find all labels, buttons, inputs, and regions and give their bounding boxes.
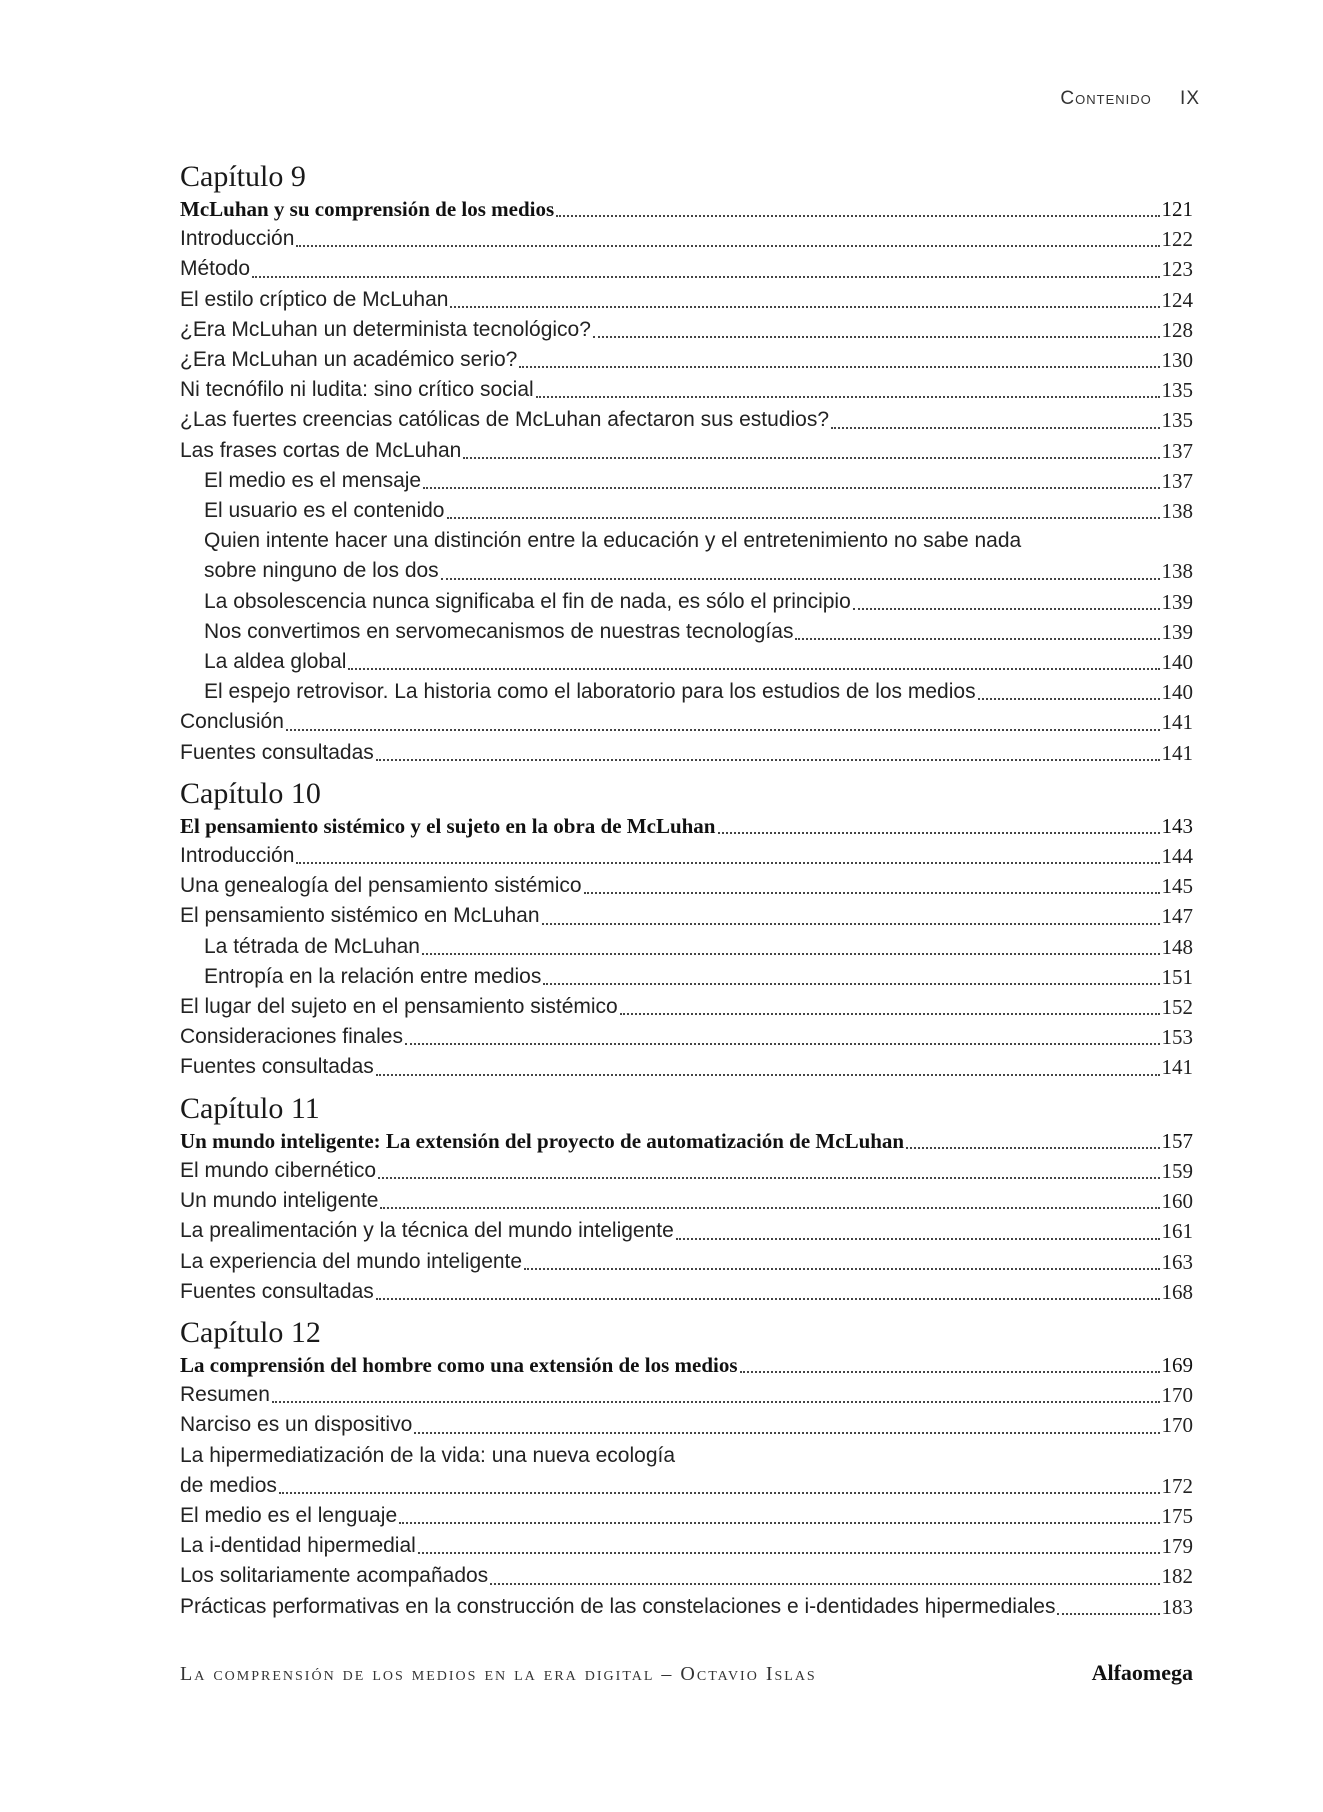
chapter-section [180, 777, 1193, 1083]
toc-entry[interactable] [180, 1561, 1193, 1591]
toc-entry[interactable] [180, 194, 1193, 224]
dot-leader [593, 336, 1160, 338]
toc-entry-label: La hipermediatización de la vida: una nueva ecología [180, 1443, 676, 1467]
toc-entry-label: Fuentes consultadas [180, 1055, 374, 1079]
dot-leader [676, 1238, 1160, 1240]
toc-entry-label: El estilo críptico de McLuhan [180, 287, 449, 311]
dot-leader [279, 1492, 1160, 1494]
dot-leader [831, 427, 1159, 429]
toc-entry-label: Narciso es un dispositivo [180, 1413, 413, 1437]
toc-entry[interactable] [180, 647, 1193, 677]
toc-entry-page: 124 [1161, 287, 1193, 312]
toc-entry-label: Los solitariamente acompañados [180, 1564, 489, 1588]
toc-entry-page: 141 [1161, 740, 1193, 765]
toc-entry[interactable] [180, 1277, 1193, 1307]
dot-leader [380, 1207, 1159, 1209]
chapter-section [180, 1316, 1193, 1622]
toc-entry-page: 138 [1161, 499, 1193, 524]
chapter-title: Capítulo 10 [180, 776, 321, 810]
toc-entry-label: Introducción [180, 844, 295, 868]
dot-leader [376, 1298, 1160, 1300]
toc-entry-label: Conclusión [180, 710, 284, 734]
toc-entry-page: 139 [1161, 589, 1193, 614]
toc-entry-label: Consideraciones finales [180, 1025, 403, 1049]
toc-entry[interactable] [180, 617, 1193, 647]
toc-entry[interactable] [180, 496, 1193, 526]
toc-entry-page: 143 [1161, 813, 1193, 838]
toc-entry[interactable] [180, 526, 1193, 556]
toc-entry[interactable] [180, 1471, 1193, 1501]
footer-publisher: Alfaomega [1091, 1660, 1193, 1685]
running-head [1060, 88, 1200, 110]
dot-leader [906, 1147, 1159, 1149]
toc-entry[interactable] [180, 1501, 1193, 1531]
toc-entry-page: 144 [1161, 844, 1193, 869]
dot-leader [378, 1177, 1159, 1179]
toc-entry[interactable] [180, 315, 1193, 345]
chapter-section [180, 1092, 1193, 1307]
toc-entry-label: Prácticas performativas en la construcción de las constelaciones e i-dentidades hipermediales [180, 1594, 1056, 1618]
toc-entry-page: 140 [1161, 650, 1193, 675]
toc-entry[interactable] [180, 1350, 1193, 1380]
toc-entry-label: El usuario es el contenido [204, 499, 445, 523]
toc-entry[interactable] [180, 677, 1193, 707]
toc-entry-page: 160 [1161, 1189, 1193, 1214]
dot-leader [450, 306, 1159, 308]
toc-entry[interactable] [180, 436, 1193, 466]
toc-entry-label: Un mundo inteligente [180, 1189, 379, 1213]
footer-book-title: La comprensión de los medios en la era digital – Octavio Islas [180, 1663, 817, 1685]
dot-leader [405, 1043, 1160, 1045]
toc-entry-page: 147 [1161, 904, 1193, 929]
toc-entry-label: El pensamiento sistémico y el sujeto en la obra de McLuhan [180, 813, 716, 838]
toc-entry[interactable] [180, 811, 1193, 841]
toc-entry-page: 182 [1161, 1564, 1193, 1589]
toc-entry-label: Fuentes consultadas [180, 1279, 374, 1303]
toc-entry[interactable] [180, 1186, 1193, 1216]
toc-entry-page: 122 [1161, 227, 1193, 252]
dot-leader [296, 862, 1159, 864]
toc-entry[interactable] [180, 738, 1193, 768]
toc-entry-label: sobre ninguno de los dos [204, 559, 439, 583]
dot-leader [376, 759, 1160, 761]
dot-leader [542, 923, 1160, 925]
toc-entry-label: Las frases cortas de McLuhan [180, 438, 462, 462]
toc-entry-page: 138 [1161, 559, 1193, 584]
toc-entry-page: 161 [1161, 1219, 1193, 1244]
toc-entry-label: La i-dentidad hipermedial [180, 1534, 416, 1558]
toc-entry-label: McLuhan y su comprensión de los medios [180, 197, 555, 221]
toc-entry-page: 140 [1161, 680, 1193, 705]
dot-leader [543, 983, 1159, 985]
toc-entry-label: La experiencia del mundo inteligente [180, 1249, 523, 1273]
toc-entry-label: Entropía en la relación entre medios [204, 964, 542, 988]
toc-entry-page: 179 [1161, 1534, 1193, 1559]
toc-entry-label: ¿Era McLuhan un determinista tecnológico? [180, 317, 591, 341]
toc-entry-page: 139 [1161, 619, 1193, 644]
dot-leader [423, 487, 1159, 489]
toc-entry-page: 152 [1161, 995, 1193, 1020]
toc-entry[interactable] [180, 707, 1193, 737]
dot-leader [1057, 1613, 1159, 1615]
dot-leader [399, 1522, 1159, 1524]
toc-entry[interactable] [180, 962, 1193, 992]
chapter-title: Capítulo 12 [180, 1315, 321, 1349]
dot-leader [286, 729, 1160, 731]
toc-entry[interactable] [180, 992, 1193, 1022]
toc-entry-page: 137 [1161, 438, 1193, 463]
toc-entry-label: Nos convertimos en servomecanismos de nuestras tecnologías [204, 619, 794, 643]
toc-entry-label: El lugar del sujeto en el pensamiento sistémico [180, 995, 618, 1019]
toc-entry[interactable] [180, 841, 1193, 871]
toc-entry-page: 153 [1161, 1025, 1193, 1050]
toc-entry-label: El mundo cibernético [180, 1158, 377, 1182]
dot-leader [272, 1401, 1160, 1403]
toc-entry-label: Ni tecnófilo ni ludita: sino crítico social [180, 378, 534, 402]
dot-leader [519, 366, 1159, 368]
toc-entry-page: 145 [1161, 874, 1193, 899]
dot-leader [414, 1432, 1159, 1434]
toc-entry[interactable] [180, 1531, 1193, 1561]
toc-entry-label: La comprensión del hombre como una extensión de los medios [180, 1352, 738, 1377]
toc-entry[interactable] [180, 1052, 1193, 1082]
toc-entry[interactable] [180, 1380, 1193, 1410]
toc-entry[interactable] [180, 587, 1193, 617]
toc-entry-page: 163 [1161, 1249, 1193, 1274]
toc-entry-page: 121 [1161, 197, 1193, 221]
toc-entry-page: 135 [1161, 408, 1193, 433]
toc-entry[interactable] [180, 1126, 1193, 1156]
toc-entry-label: de medios [180, 1473, 277, 1497]
toc-entry[interactable] [180, 556, 1193, 586]
toc-entry-page: 172 [1161, 1473, 1193, 1498]
toc-entry-page: 141 [1161, 710, 1193, 735]
toc-entry-page: 170 [1161, 1383, 1193, 1408]
toc-entry[interactable] [180, 1410, 1193, 1440]
toc-entry-label: ¿Las fuertes creencias católicas de McLuhan afectaron sus estudios? [180, 408, 830, 432]
toc-entry[interactable] [180, 466, 1193, 496]
toc-entry-page: 151 [1161, 964, 1193, 989]
dot-leader [524, 1268, 1159, 1270]
dot-leader [490, 1583, 1159, 1585]
toc-entry[interactable] [180, 1156, 1193, 1186]
toc-entry[interactable] [180, 1247, 1193, 1277]
toc-entry-page: 183 [1161, 1594, 1193, 1619]
toc-entry-label: ¿Era McLuhan un académico serio? [180, 348, 518, 372]
running-head-page-number: IX [1180, 88, 1200, 109]
toc-entry-label: La tétrada de McLuhan [204, 934, 420, 958]
dot-leader [584, 892, 1160, 894]
toc-entry-label: El pensamiento sistémico en McLuhan [180, 904, 540, 928]
toc-entry-page: 130 [1161, 348, 1193, 373]
toc-entry-label: La prealimentación y la técnica del mundo inteligente [180, 1219, 674, 1243]
toc-entry-label: Una genealogía del pensamiento sistémico [180, 874, 582, 898]
dot-leader [296, 245, 1159, 247]
dot-leader [447, 517, 1160, 519]
toc-entry-page: 159 [1161, 1158, 1193, 1183]
toc-entry[interactable] [180, 224, 1193, 254]
dot-leader [422, 953, 1160, 955]
chapter-title: Capítulo 9 [180, 160, 306, 193]
toc-entry-page: 137 [1161, 468, 1193, 493]
chapter-title: Capítulo 11 [180, 1091, 320, 1125]
toc-entry-label: El espejo retrovisor. La historia como el laboratorio para los estudios de los medios [204, 680, 976, 704]
toc-entry-page: 169 [1161, 1352, 1193, 1377]
toc-entry[interactable] [180, 254, 1193, 284]
toc-entry[interactable] [180, 1022, 1193, 1052]
dot-leader [376, 1074, 1160, 1076]
toc-entry-label: Quien intente hacer una distinción entre la educación y el entretenimiento no sabe nada [204, 529, 1022, 553]
dot-leader [740, 1371, 1160, 1373]
dot-leader [441, 578, 1160, 580]
table-of-contents [180, 160, 1193, 1631]
dot-leader [795, 638, 1159, 640]
toc-entry-page: 123 [1161, 257, 1193, 282]
toc-entry[interactable] [180, 871, 1193, 901]
dot-leader [463, 457, 1159, 459]
toc-entry-page: 141 [1161, 1055, 1193, 1080]
dot-leader [556, 215, 1159, 217]
dot-leader [348, 668, 1159, 670]
dot-leader [718, 832, 1160, 834]
dot-leader [418, 1552, 1160, 1554]
dot-leader [853, 608, 1160, 610]
toc-entry-label: La aldea global [204, 650, 347, 674]
toc-entry-label: La obsolescencia nunca significaba el fin de nada, es sólo el principio [204, 589, 851, 613]
toc-entry-page: 157 [1161, 1128, 1193, 1153]
toc-entry-label: El medio es el mensaje [204, 468, 422, 492]
toc-entry[interactable] [180, 405, 1193, 435]
toc-entry[interactable] [180, 1592, 1193, 1622]
toc-entry-page: 135 [1161, 378, 1193, 403]
chapter-section [180, 160, 1193, 768]
toc-entry-label: Fuentes consultadas [180, 740, 374, 764]
toc-entry-page: 170 [1161, 1413, 1193, 1438]
toc-entry[interactable] [180, 1216, 1193, 1246]
dot-leader [978, 698, 1160, 700]
toc-entry-page: 175 [1161, 1503, 1193, 1528]
toc-entry-page: 148 [1161, 934, 1193, 959]
toc-entry-label: Resumen [180, 1383, 270, 1407]
toc-entry-page: 168 [1161, 1279, 1193, 1304]
toc-entry-label: El medio es el lenguaje [180, 1503, 398, 1527]
toc-entry[interactable] [180, 345, 1193, 375]
toc-entry[interactable] [180, 932, 1193, 962]
running-head-section: Contenido [1060, 88, 1152, 109]
toc-entry-label: Un mundo inteligente: La extensión del proyecto de automatización de McLuhan [180, 1128, 905, 1153]
toc-entry[interactable] [180, 375, 1193, 405]
page-footer [180, 1660, 1193, 1686]
toc-entry[interactable] [180, 1441, 1193, 1471]
toc-entry[interactable] [180, 285, 1193, 315]
dot-leader [252, 276, 1159, 278]
dot-leader [620, 1013, 1160, 1015]
toc-entry-label: Método [180, 257, 251, 281]
dot-leader [536, 396, 1160, 398]
toc-entry[interactable] [180, 901, 1193, 931]
toc-entry-page: 128 [1161, 317, 1193, 342]
toc-entry-label: Introducción [180, 227, 295, 251]
